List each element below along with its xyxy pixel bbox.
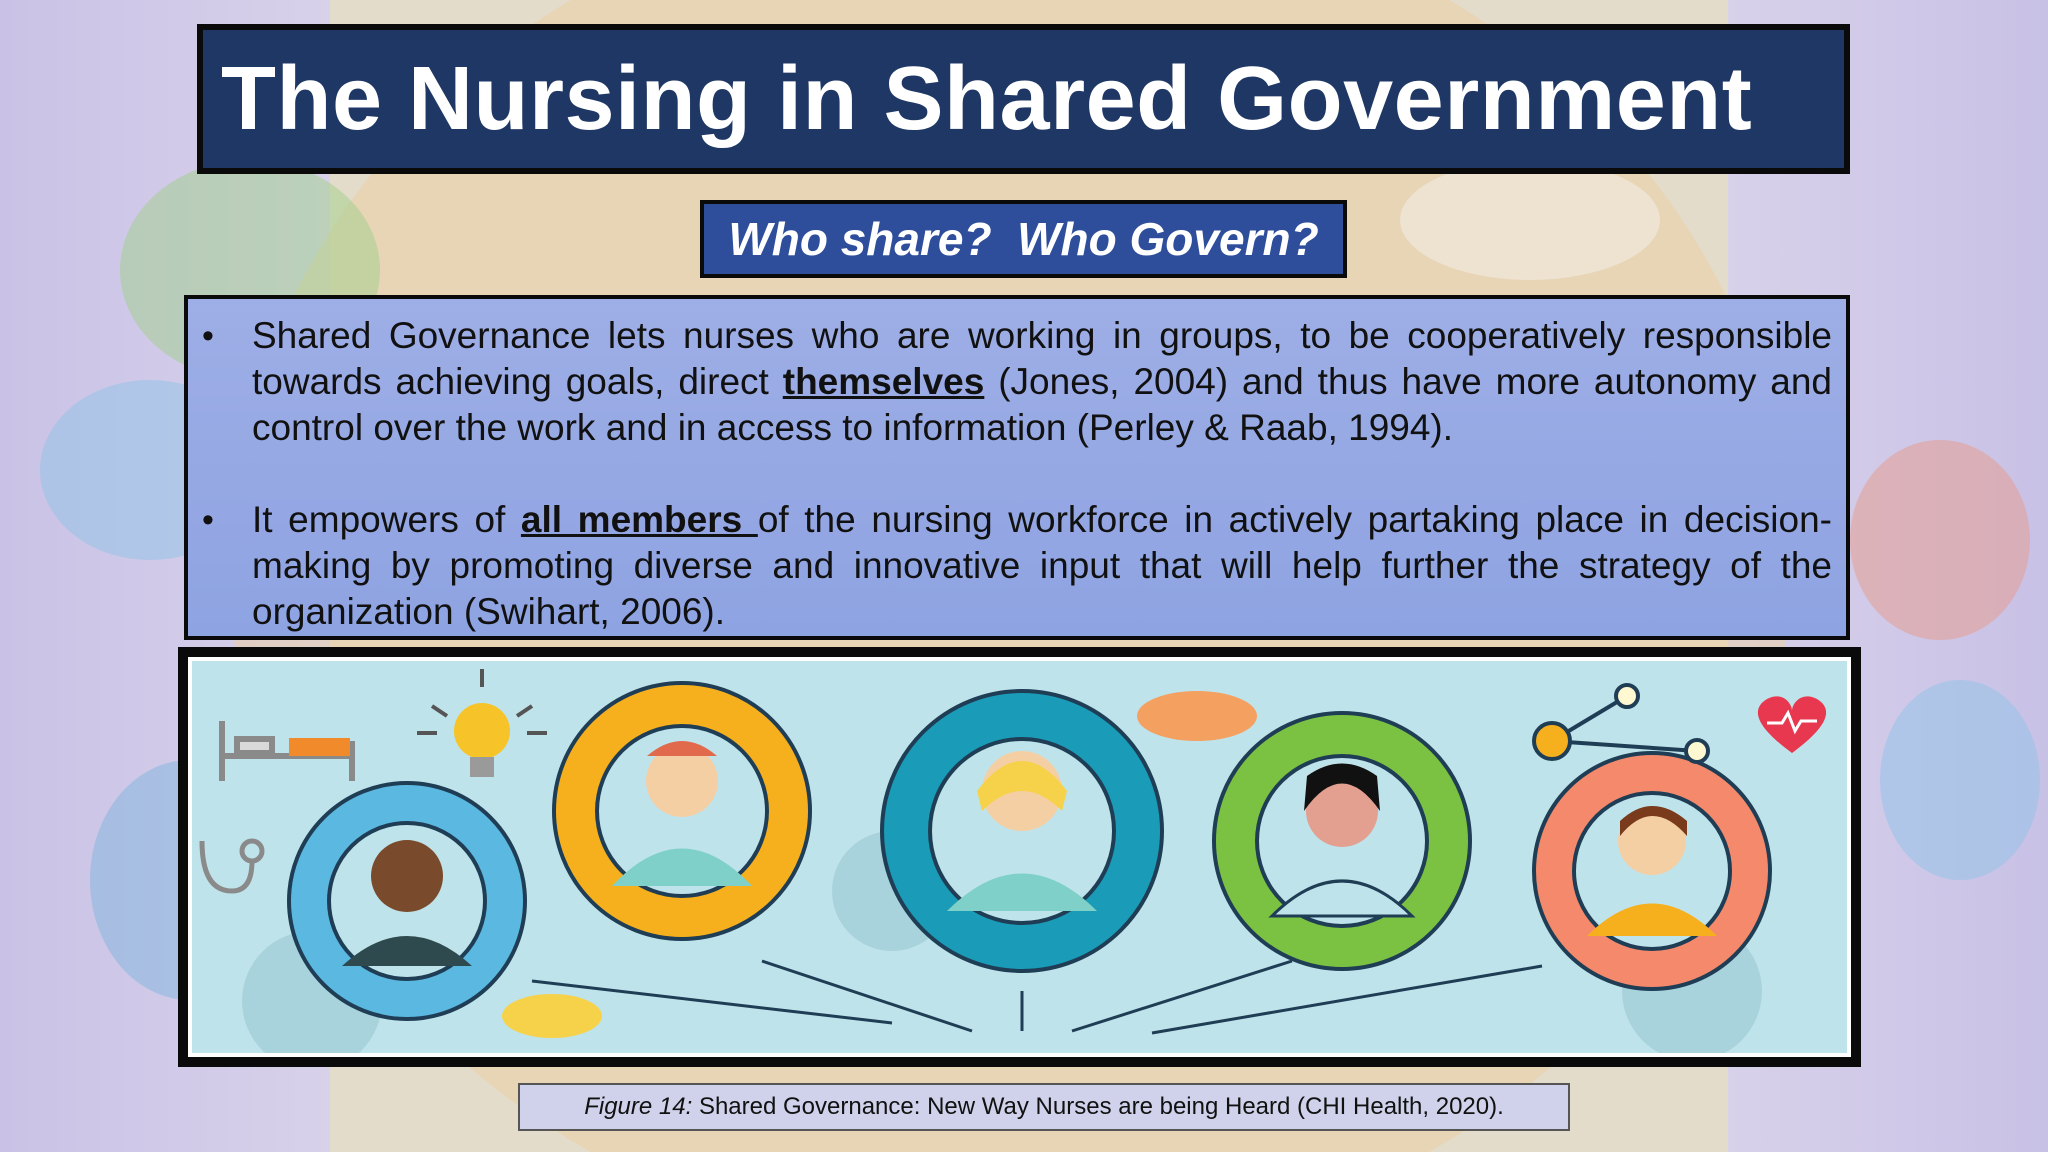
slide-subtitle: Who share? Who Govern? xyxy=(728,213,1319,265)
background-figure-red xyxy=(1850,440,2030,640)
gear-person-2 xyxy=(554,683,810,939)
subtitle-box xyxy=(700,200,1347,278)
figure-caption xyxy=(518,1083,1570,1131)
heart-rate-icon xyxy=(1758,696,1826,753)
bullet-text-after: of the nursing workforce in actively partaking place in decision-making by promoting diverse and innovative input that will help further the strategy of the organization (Swihart, 2006). xyxy=(252,499,1832,632)
network-icon xyxy=(1534,685,1708,762)
background-papers xyxy=(1400,160,1660,280)
speech-bubble-icon xyxy=(1137,691,1257,741)
figure-caption-text: Shared Governance: New Way Nurses are being Heard (CHI Health, 2020). xyxy=(692,1093,1504,1120)
figure-frame xyxy=(178,647,1861,1067)
gear-person-1 xyxy=(289,783,525,1019)
bullet-emphasis: all members xyxy=(520,499,758,540)
stethoscope-icon xyxy=(202,841,262,891)
bullet-text-box xyxy=(184,295,1850,640)
bullet-marker: • xyxy=(202,501,214,539)
title-bar xyxy=(197,24,1850,174)
gear-person-3 xyxy=(882,691,1162,971)
bullet-text-after: (Jones, 2004) and thus have more autonomy and control over the work and in access to information (Perley & Raab, 1994). xyxy=(252,361,1833,448)
background-figure-blue-3 xyxy=(1880,680,2040,880)
gear-person-5 xyxy=(1534,753,1770,989)
bullet-text xyxy=(252,313,1832,451)
slide-title: The Nursing in Shared Government xyxy=(221,48,1753,149)
hospital-bed-icon xyxy=(222,721,352,781)
light-bulb-icon xyxy=(417,669,547,777)
bullet-item xyxy=(202,497,1832,635)
bullet-text-before: It empowers of xyxy=(252,499,521,540)
bullet-marker: • xyxy=(202,317,214,355)
bullet-emphasis: themselves xyxy=(782,361,985,402)
figure-caption-label: Figure 14: xyxy=(584,1093,693,1120)
bullet-item xyxy=(202,313,1832,451)
speech-bubble-icon xyxy=(502,994,602,1038)
illustration-svg xyxy=(192,661,1847,1053)
bullet-text xyxy=(252,497,1832,635)
bullet-text-before: Shared Governance lets nurses who are working in groups, to be cooperatively responsible towards achieving goals, direct xyxy=(252,315,1832,402)
shared-governance-illustration xyxy=(188,657,1851,1057)
